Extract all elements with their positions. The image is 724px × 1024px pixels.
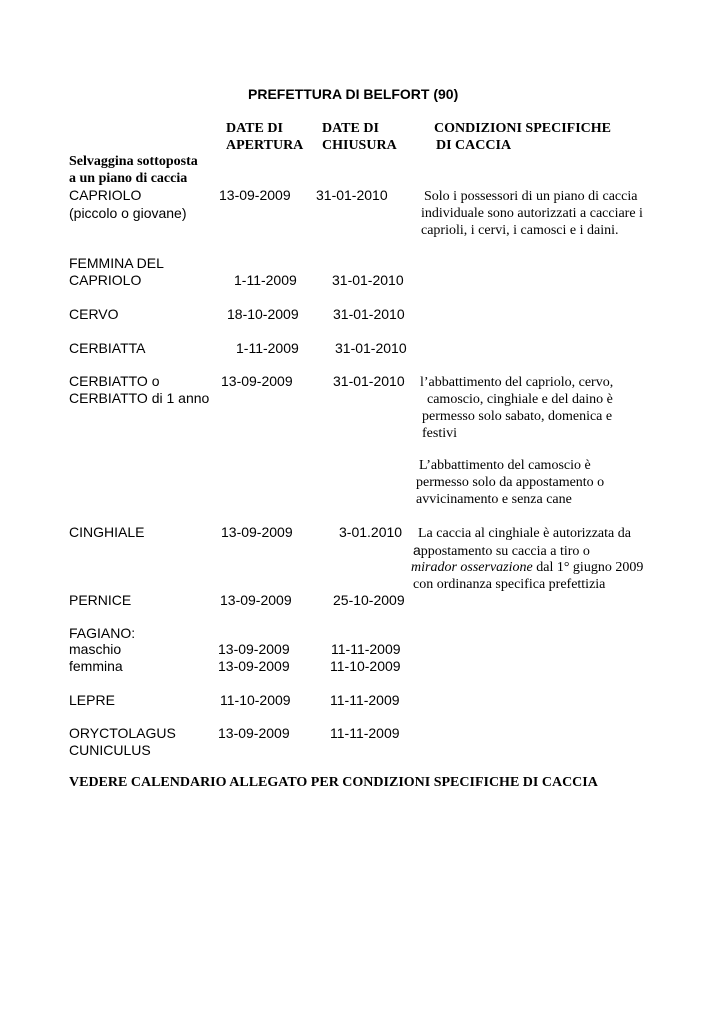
note-cerbiatto-line4: festivi <box>422 426 457 441</box>
note-cinghiale-line2-initial: a <box>413 542 421 558</box>
row-femmina-capriolo-close: 31-01-2010 <box>332 272 404 288</box>
row-femmina-capriolo-name2: CAPRIOLO <box>69 272 142 288</box>
row-pernice-close: 25-10-2009 <box>333 592 405 608</box>
header-condizioni-line1: CONDIZIONI SPECIFICHE <box>434 121 611 136</box>
row-cinghiale-name: CINGHIALE <box>69 524 145 540</box>
note-capriolo-line1: Solo i possessori di un piano di caccia <box>424 189 638 204</box>
note-cinghiale-line1: La caccia al cinghiale è autorizzata da <box>418 526 631 541</box>
row-pernice-open: 13-09-2009 <box>220 592 292 608</box>
header-chiusura-line1: DATE DI <box>322 121 379 136</box>
header-apertura-line2: APERTURA <box>226 138 304 153</box>
row-cervo-name: CERVO <box>69 306 119 322</box>
note-cinghiale-line2 <box>413 542 590 560</box>
note-cinghiale-line2-rest: ppostamento su caccia a tiro o <box>420 544 590 559</box>
row-oryctolagus-open: 13-09-2009 <box>218 725 290 741</box>
note-cinghiale-line3-italic: mirador osservazione <box>411 560 533 575</box>
row-cerbiatto-name2: CERBIATTO di 1 anno <box>69 390 210 406</box>
note-camoscio-line3: avvicinamento e senza cane <box>416 492 572 507</box>
header-condizioni-line2: DI CACCIA <box>436 138 512 153</box>
row-fagiano-femmina-close: 11-10-2009 <box>330 658 401 674</box>
row-oryctolagus-name: ORYCTOLAGUS <box>69 725 176 741</box>
row-fagiano-maschio-close: 11-11-2009 <box>331 641 401 657</box>
row-fagiano-maschio-name: maschio <box>69 641 122 657</box>
row-cervo-open: 18-10-2009 <box>227 306 299 322</box>
note-cinghiale-line3 <box>411 559 643 576</box>
row-cerbiatta-open: 1-11-2009 <box>236 340 299 356</box>
note-cerbiatto-line2: camoscio, cinghiale e del daino è <box>427 392 613 407</box>
note-capriolo-line2: individuale sono autorizzati a cacciare i <box>421 206 643 221</box>
note-cinghiale-line3-rest: dal 1° giugno 2009 <box>532 560 644 575</box>
row-femmina-capriolo-name: FEMMINA DEL <box>69 255 164 271</box>
note-camoscio-line1: L’abbattimento del camoscio è <box>419 458 591 473</box>
note-cerbiatto-line1: l’abbattimento del capriolo, cervo, <box>420 375 614 390</box>
row-capriolo-close: 31-01-2010 <box>316 187 388 203</box>
row-cerbiatto-close: 31-01-2010 <box>333 373 405 389</box>
note-cinghiale-line4: con ordinanza specifica prefettizia <box>413 577 606 592</box>
header-selvaggina-line2: a un piano di caccia <box>69 171 188 186</box>
row-cerbiatta-close: 31-01-2010 <box>335 340 407 356</box>
row-cerbiatto-name: CERBIATTO o <box>69 373 160 389</box>
page-title: PREFETTURA DI BELFORT (90) <box>248 86 459 102</box>
row-lepre-close: 11-11-2009 <box>330 692 400 708</box>
header-apertura-line1: DATE DI <box>226 121 283 136</box>
footer-note: VEDERE CALENDARIO ALLEGATO PER CONDIZIONI SPECIFICHE DI CACCIA <box>69 775 598 790</box>
header-chiusura-line2: CHIUSURA <box>322 138 397 153</box>
row-cinghiale-close: 3-01.2010 <box>339 524 403 540</box>
row-oryctolagus-name2: CUNICULUS <box>69 742 151 758</box>
row-cerbiatta-name: CERBIATTA <box>69 340 146 356</box>
row-lepre-open: 11-10-2009 <box>220 692 291 708</box>
header-selvaggina-line1: Selvaggina sottoposta <box>69 154 198 169</box>
row-fagiano-maschio-open: 13-09-2009 <box>218 641 290 657</box>
row-fagiano-femmina-open: 13-09-2009 <box>218 658 290 674</box>
note-cerbiatto-line3: permesso solo sabato, domenica e <box>422 409 613 424</box>
note-camoscio-line2: permesso solo da appostamento o <box>416 475 605 490</box>
row-capriolo-name: CAPRIOLO <box>69 187 142 203</box>
row-oryctolagus-close: 11-11-2009 <box>330 725 400 741</box>
row-lepre-name: LEPRE <box>69 692 115 708</box>
note-capriolo-line3: caprioli, i cervi, i camosci e i daini. <box>421 223 619 238</box>
row-capriolo-open: 13-09-2009 <box>219 187 291 203</box>
row-pernice-name: PERNICE <box>69 592 132 608</box>
row-cervo-close: 31-01-2010 <box>333 306 405 322</box>
row-cerbiatto-open: 13-09-2009 <box>221 373 293 389</box>
row-fagiano-femmina-name: femmina <box>69 658 123 674</box>
row-capriolo-name2: (piccolo o giovane) <box>69 205 187 221</box>
row-cinghiale-open: 13-09-2009 <box>221 524 293 540</box>
row-femmina-capriolo-open: 1-11-2009 <box>234 272 297 288</box>
row-fagiano-name: FAGIANO: <box>69 625 136 641</box>
